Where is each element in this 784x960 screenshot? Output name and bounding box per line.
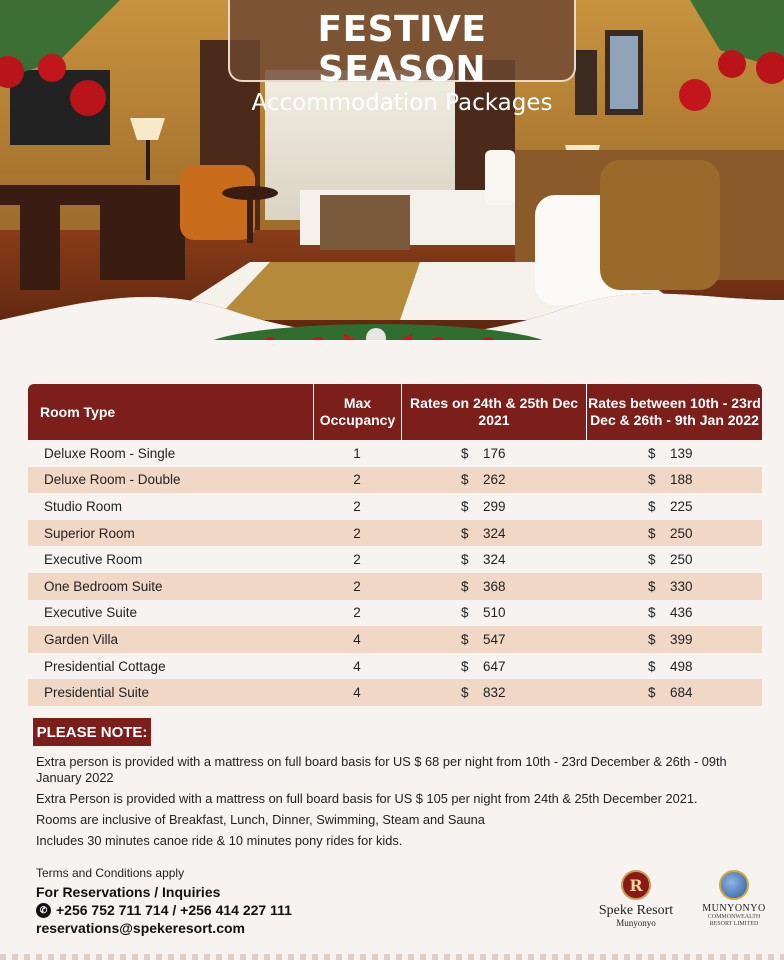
table-row [28,440,762,467]
speke-emblem-icon: R [621,870,651,900]
currency-symbol: $ [461,445,469,461]
cell-occupancy: 2 [353,578,361,594]
currency-symbol: $ [461,525,469,541]
decorative-border [0,954,784,960]
currency-symbol: $ [648,472,656,488]
table-header [28,384,762,440]
cell-room-type: Executive Room [44,552,143,568]
table-row [28,467,762,494]
table-body [28,440,762,706]
rate-value: 176 [483,445,506,461]
cell-rate-peak [401,546,586,573]
rate-value: 399 [670,631,693,647]
speke-logo-sub: Munyonyo [616,918,656,928]
rate-value: 647 [483,658,506,674]
rate-value: 330 [670,578,693,594]
phone-icon: ✆ [36,903,51,918]
cell-room-type: Garden Villa [44,631,119,647]
currency-symbol: $ [648,685,656,701]
cell-rate-regular [586,679,762,706]
speke-logo-name: Speke Resort [598,903,674,918]
cell-rate-peak [401,626,586,653]
cell-room-type: Deluxe Room - Double [44,472,181,488]
cell-room-type: Studio Room [44,498,123,514]
currency-symbol: $ [648,445,656,461]
christmas-garland [200,324,556,340]
rate-value: 436 [670,605,693,621]
cell-occupancy: 2 [353,472,361,488]
note-item: Extra person is provided with a mattress on full board basis for US $ 68 per night from 10th - 23rd December & 26th - 09th January 2022 [36,754,727,785]
currency-symbol: $ [648,498,656,514]
currency-symbol: $ [461,472,469,488]
cell-occupancy: 2 [353,525,361,541]
rate-value: 250 [670,525,693,541]
cell-occupancy: 4 [353,631,361,647]
table-row [28,493,762,520]
cell-room-type: Presidential Suite [44,685,150,701]
cell-room-type: Presidential Cottage [44,658,166,674]
table-row [28,520,762,547]
table-row [28,653,762,680]
cell-occupancy: 4 [353,658,361,674]
rate-value: 139 [670,445,693,461]
cell-occupancy: 2 [353,605,361,621]
munyonyo-logo-name: MUNYONYO [702,903,766,914]
rates-table [28,384,762,706]
cell-rate-regular [586,440,762,467]
table-row [28,546,762,573]
cell-rate-regular [586,600,762,627]
please-note-badge: PLEASE NOTE: [33,718,151,746]
munyonyo-commonwealth-logo [692,870,776,928]
cell-rate-peak [401,467,586,494]
hero-photo [0,0,784,340]
reservations-email[interactable]: reservations@spekeresort.com [36,920,245,936]
reservations-phone[interactable] [36,902,292,918]
cell-occupancy: 1 [353,445,361,461]
currency-symbol: $ [461,578,469,594]
cell-room-type: Deluxe Room - Single [44,445,176,461]
title-banner [228,0,576,116]
cell-rate-regular [586,493,762,520]
rate-value: 832 [483,685,506,701]
cell-room-type: Executive Suite [44,605,138,621]
cell-room-type: Superior Room [44,525,135,541]
terms-text: Terms and Conditions apply [36,866,185,880]
rate-value: 684 [670,685,693,701]
page-subtitle: Accommodation Packages [251,90,553,116]
currency-symbol: $ [461,552,469,568]
cell-occupancy: 4 [353,685,361,701]
cell-room-type: One Bedroom Suite [44,578,163,594]
cell-rate-peak [401,653,586,680]
rate-value: 510 [483,605,506,621]
rate-value: 299 [483,498,506,514]
currency-symbol: $ [461,685,469,701]
rate-value: 368 [483,578,506,594]
munyonyo-logo-sub1: COMMONWEALTH [707,914,761,920]
rate-value: 498 [670,658,693,674]
currency-symbol: $ [461,498,469,514]
header-rate-regular: Rates between 10th - 23rd Dec & 26th - 9th Jan 2022 [586,384,762,440]
cell-rate-peak [401,440,586,467]
header-rate-peak: Rates on 24th & 25th Dec 2021 [401,384,586,440]
cell-rate-peak [401,520,586,547]
currency-symbol: $ [648,631,656,647]
cell-rate-peak [401,493,586,520]
cell-rate-regular [586,573,762,600]
table-row [28,679,762,706]
rate-value: 250 [670,552,693,568]
cell-occupancy: 2 [353,552,361,568]
rate-value: 225 [670,498,693,514]
page-title: FESTIVE SEASON [317,9,487,90]
note-item: Extra Person is provided with a mattress on full board basis for US $ 105 per night from 24th & 25th December 2021. [36,791,698,806]
cell-rate-regular [586,653,762,680]
currency-symbol: $ [648,552,656,568]
currency-symbol: $ [461,658,469,674]
currency-symbol: $ [648,605,656,621]
currency-symbol: $ [648,658,656,674]
reservations-title: For Reservations / Inquiries [36,884,221,900]
header-max-occupancy: Max Occupancy [313,384,401,440]
cell-occupancy: 2 [353,498,361,514]
table-row [28,626,762,653]
table-row [28,573,762,600]
currency-symbol: $ [461,605,469,621]
header-room-type: Room Type [40,403,116,420]
currency-symbol: $ [461,631,469,647]
table-row [28,600,762,627]
rate-value: 324 [483,552,506,568]
cell-rate-regular [586,626,762,653]
note-item: Includes 30 minutes canoe ride & 10 minutes pony rides for kids. [36,833,403,848]
rate-value: 547 [483,631,506,647]
rate-value: 324 [483,525,506,541]
speke-resort-logo [588,870,684,928]
cell-rate-peak [401,600,586,627]
currency-symbol: $ [648,578,656,594]
munyonyo-logo-sub2: RESORT LIMITED [709,921,759,927]
notes-list [36,754,766,854]
cell-rate-regular [586,467,762,494]
cell-rate-regular [586,520,762,547]
rate-value: 262 [483,472,506,488]
currency-symbol: $ [648,525,656,541]
rate-value: 188 [670,472,693,488]
note-item: Rooms are inclusive of Breakfast, Lunch, Dinner, Swimming, Steam and Sauna [36,812,485,827]
globe-emblem-icon [719,870,749,900]
phone-numbers[interactable]: +256 752 711 714 / +256 414 227 111 [56,902,292,918]
cell-rate-regular [586,546,762,573]
cell-rate-peak [401,573,586,600]
cell-rate-peak [401,679,586,706]
